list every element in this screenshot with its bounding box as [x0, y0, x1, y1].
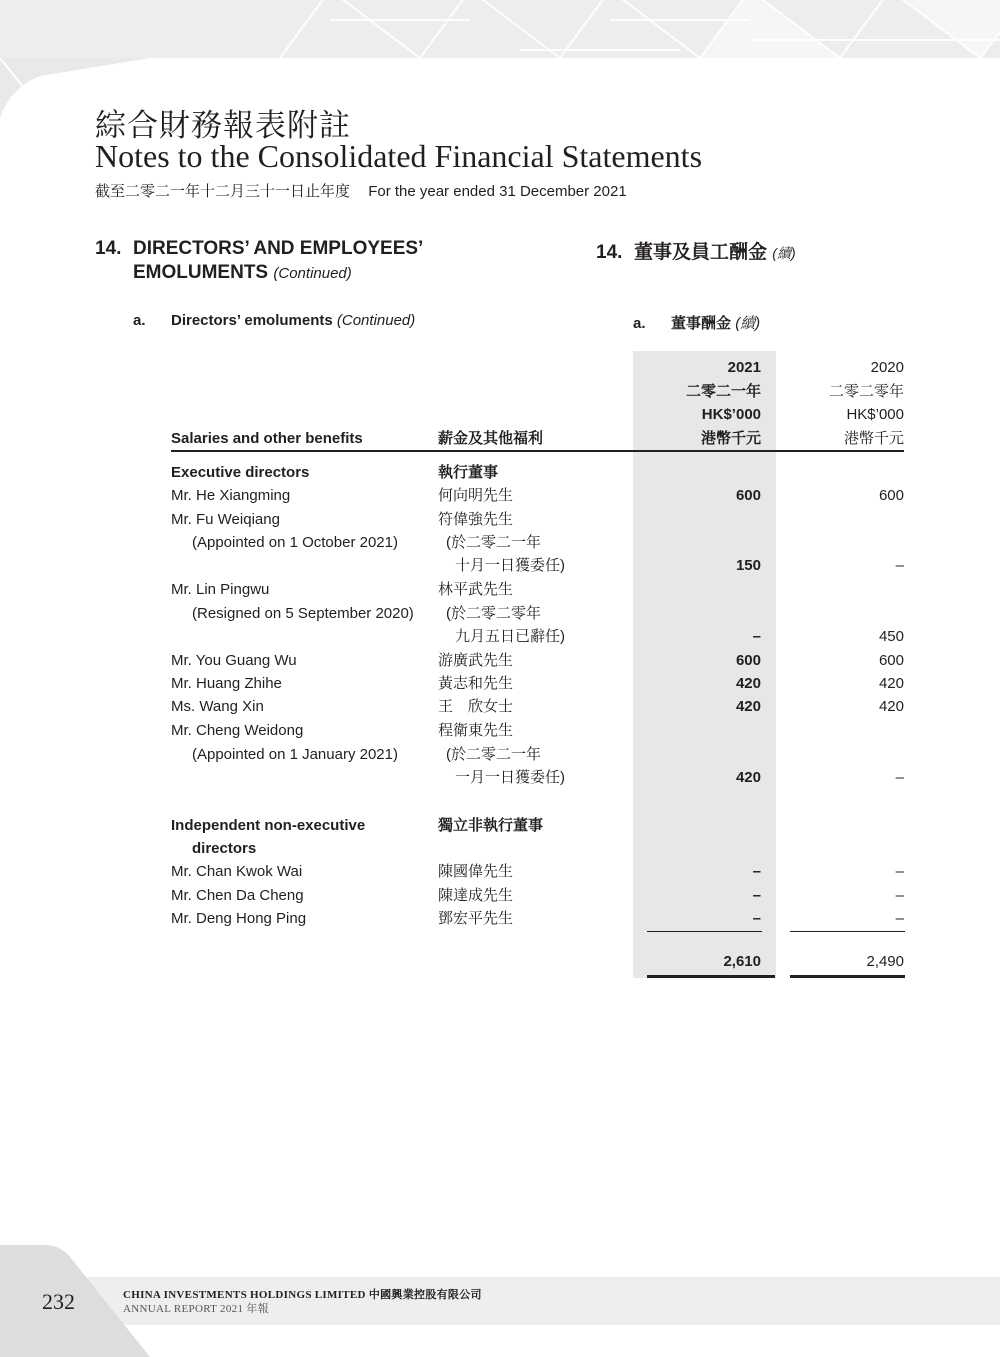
table-heading-cn: 薪金及其他福利 [438, 430, 544, 447]
section-continued-cn: (續) [772, 245, 796, 261]
table-row-name-cn: 程衛東先生 [438, 722, 514, 739]
exec-heading-cn: 執行董事 [438, 464, 499, 481]
table-row-value-2021: 150 [735, 557, 761, 574]
subsection-continued-cn: (續) [735, 315, 761, 332]
table-row-value-2020: 600 [878, 487, 904, 504]
table-row-value-2021: – [752, 863, 761, 880]
footer-company: CHINA INVESTMENTS HOLDINGS LIMITED 中國興業控股有限公司 [123, 1289, 482, 1301]
table-row-name: Mr. Huang Zhihe [171, 675, 282, 692]
period-cn: 截至二零二一年十二月三十一日止年度 [95, 183, 351, 200]
table-row-value-2020: 450 [878, 628, 904, 645]
footer-report: ANNUAL REPORT 2021 年報 [123, 1303, 269, 1315]
section-title-line2: EMOLUMENTS [133, 262, 269, 283]
col-2020-unit-cn: 港幣千元 [843, 430, 904, 447]
section-heading-en [95, 237, 423, 286]
table-row-value-2020: – [895, 769, 904, 786]
section-number-cn: 14. [596, 242, 623, 263]
table-row-value-2020: 420 [878, 675, 904, 692]
table-row-name: Mr. He Xiangming [171, 487, 291, 504]
table-row-value-2020: – [895, 863, 904, 880]
subsection-letter: a. [133, 312, 146, 329]
table-row-value-2021: 600 [735, 652, 761, 669]
section-continued-en: (Continued) [273, 265, 352, 282]
col-2021-unit: HK$’000 [701, 406, 761, 423]
table-row-value-2021: 420 [735, 675, 761, 692]
col-2020-year-cn: 二零二零年 [828, 383, 904, 400]
table-row-name: Mr. Chen Da Cheng [171, 887, 304, 904]
table-row-name: Mr. Chan Kwok Wai [171, 863, 303, 880]
table-row-value-2021: – [752, 910, 761, 927]
table-heading-en: Salaries and other benefits [171, 430, 363, 447]
table-row-name-cn: 林平武先生 [438, 581, 514, 598]
table-row-name: Ms. Wang Xin [171, 698, 264, 715]
subsection-title-cn: 董事酬金 [671, 315, 732, 332]
subtotal-rule-2020 [790, 931, 905, 932]
table-row-note-cn: (於二零二一年 [446, 746, 541, 763]
table-row-name: Mr. Fu Weiqiang [171, 511, 280, 528]
table-row-note-cn: 一月一日獲委任) [455, 769, 565, 786]
subsection-title-en: Directors’ emoluments [171, 312, 333, 329]
page-number: 232 [42, 1289, 75, 1314]
table-row-name-cn: 何向明先生 [438, 487, 514, 504]
subtotal-rule-2021 [647, 931, 762, 932]
table-row-name: Mr. Deng Hong Ping [171, 910, 307, 927]
table-row-name-cn: 王 欣女士 [438, 698, 514, 715]
table-row-note: (Appointed on 1 October 2021) [192, 534, 398, 551]
table-row-note-cn: (於二零二一年 [446, 534, 541, 551]
table-row-value-2021: 420 [735, 698, 761, 715]
total-double-rule-2020 [790, 975, 905, 978]
col-2020-unit: HK$’000 [846, 406, 904, 423]
subsection-continued-en: (Continued) [336, 312, 416, 329]
table-row-name-cn: 陳達成先生 [438, 887, 514, 904]
inep-heading-cn: 獨立非執行董事 [438, 817, 544, 834]
table-row-value-2020: – [895, 887, 904, 904]
subsection-heading-cn [633, 312, 760, 333]
table-row-name-cn: 陳國偉先生 [438, 863, 514, 880]
table-row-name: Mr. You Guang Wu [171, 652, 297, 669]
table-row-value-2021: 600 [735, 487, 761, 504]
table-row-name-cn: 黃志和先生 [438, 675, 514, 692]
col-2021-year: 2021 [727, 359, 761, 376]
exec-heading-en: Executive directors [171, 464, 310, 481]
table-row-value-2020: 600 [878, 652, 904, 669]
total-2020: 2,490 [866, 953, 904, 970]
section-title-line1: DIRECTORS’ AND EMPLOYEES’ [133, 238, 424, 259]
page-title-en: Notes to the Consolidated Financial Statements [95, 138, 703, 174]
header-rule [171, 450, 904, 452]
table-row-name-cn: 符偉強先生 [438, 511, 514, 528]
table-row-name-cn: 鄧宏平先生 [438, 910, 514, 927]
table-row-name: Mr. Cheng Weidong [171, 722, 304, 739]
table-row-name-cn: 游廣武先生 [438, 652, 514, 669]
col-2021-unit-cn: 港幣千元 [700, 430, 761, 447]
table-row-note-cn: (於二零二零年 [446, 605, 541, 622]
subsection-letter-cn: a. [633, 315, 646, 332]
inep-heading-en: Independent non-executive [171, 817, 366, 834]
table-row-note: (Resigned on 5 September 2020) [192, 605, 414, 622]
total-2021: 2,610 [723, 953, 761, 970]
col-2020-year: 2020 [870, 359, 904, 376]
table-row-value-2021: 420 [735, 769, 761, 786]
table-row-note-cn: 十月一日獲委任) [455, 557, 565, 574]
table-row-value-2020: – [895, 557, 904, 574]
period-line [95, 180, 641, 201]
page-title-cn: 綜合財務報表附註 [95, 108, 351, 144]
table-row-note-cn: 九月五日已辭任) [455, 628, 565, 645]
table-row-value-2021: – [752, 887, 761, 904]
table-row-name: Mr. Lin Pingwu [171, 581, 270, 598]
period-en: For the year ended 31 December 2021 [368, 183, 627, 200]
table-row-value-2020: – [895, 910, 904, 927]
table-row-value-2021: – [752, 628, 761, 645]
section-title-cn: 董事及員工酬金 [634, 242, 768, 263]
header-decoration [0, 0, 1000, 58]
inep-heading-en-line2: directors [192, 840, 257, 857]
table-row-note: (Appointed on 1 January 2021) [192, 746, 398, 763]
total-double-rule-2021 [647, 975, 775, 978]
section-heading-cn [596, 237, 796, 264]
subsection-heading-en [133, 312, 415, 329]
col-2021-year-cn: 二零二一年 [685, 383, 761, 400]
table-row-value-2020: 420 [878, 698, 904, 715]
section-number: 14. [95, 238, 122, 259]
